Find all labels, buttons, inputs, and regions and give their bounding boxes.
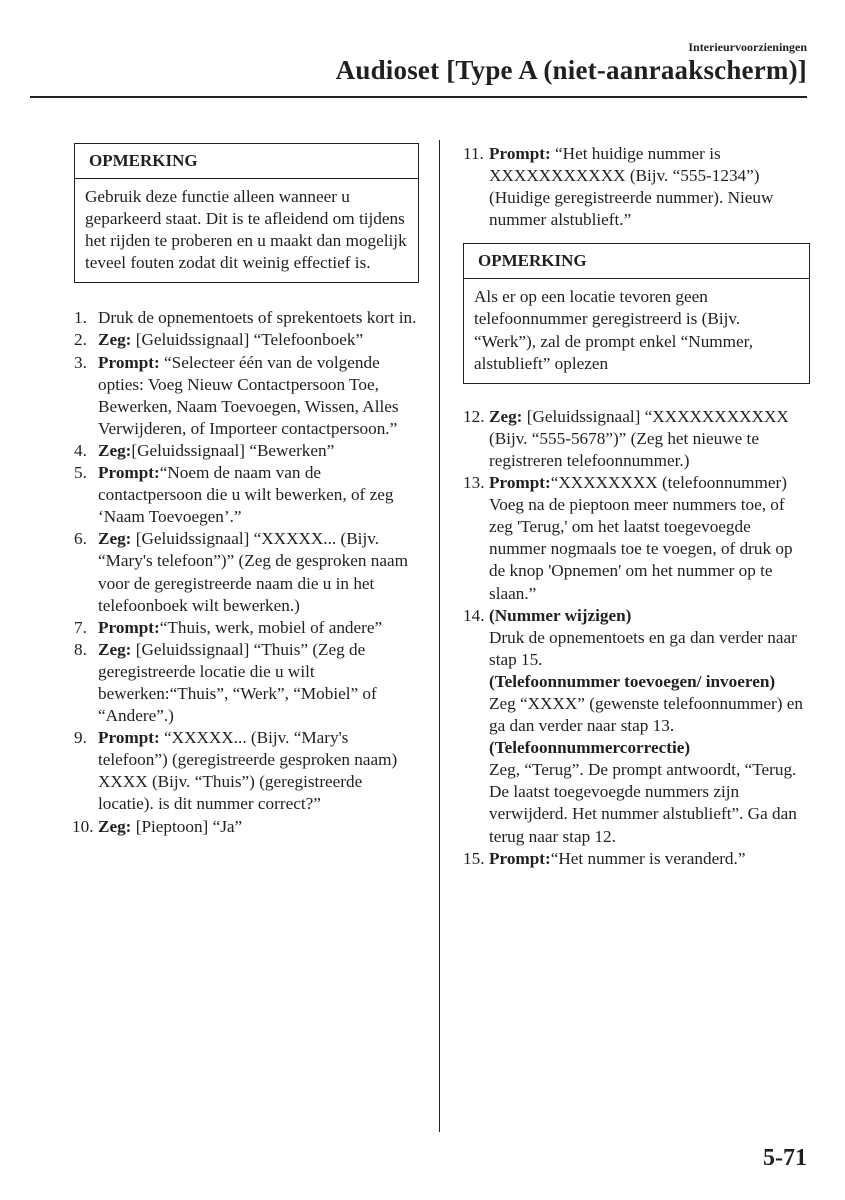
step-number: 11. [463, 144, 484, 163]
step-text: [Geluidssignaal] “Telefoonboek” [131, 330, 364, 350]
note-body: Als er op een locatie tevoren geen telefoonnummer geregistreerd is (Bijv. “Werk”), zal de prompt enkel “Nummer, alstublieft” oplezen [474, 287, 754, 373]
steps-list-right-a [465, 143, 810, 231]
step-number: 7. [74, 617, 87, 637]
step-2 [74, 329, 419, 351]
note-heading: OPMERKING [464, 244, 809, 279]
step-label: Prompt: [98, 728, 160, 748]
substep-text: Zeg, “Terug”. De prompt antwoordt, “Terug. De laatst toegevoegde nummers zijn verwijderd. Het nummer alstublieft”. Ga dan terug naar stap 12. [489, 760, 797, 846]
step-number: 1. [74, 308, 87, 328]
column-divider [439, 140, 440, 1132]
step-number: 3. [74, 352, 87, 372]
steps-list-right-b [465, 406, 810, 870]
step-label: Zeg: [98, 639, 132, 659]
step-text: “Het huidige nummer is XXXXXXXXXXX (Bijv. “555-1234”) (Huidige geregistreerde nummer). Nieuw nummer alstublieft.” [489, 144, 774, 230]
substep-text: Zeg “XXXX” (gewenste telefoonnummer) en ga dan verder naar stap 13. [489, 693, 804, 736]
note-box [74, 143, 419, 283]
step-3 [74, 352, 419, 440]
step-11 [465, 143, 810, 231]
steps-list [74, 307, 419, 837]
page-number: 5-71 [763, 1145, 807, 1171]
step-label: Zeg: [98, 330, 132, 350]
step-1 [74, 307, 419, 329]
step-label: Zeg: [489, 406, 523, 426]
step-text: “Noem de naam van de contactpersoon die u wilt bewerken, of zeg ‘Naam Toevoegen’.” [98, 463, 394, 527]
step-5 [74, 462, 419, 528]
step-4 [74, 440, 419, 462]
step-12 [465, 406, 810, 472]
step-text: “Selecteer één van de volgende opties: Voeg Nieuw Contactpersoon Toe, Bewerken, Naam Toevoegen, Wissen, Alles Verwijderen, of Importeer contactpersoon.” [98, 352, 399, 438]
note-heading: OPMERKING [75, 144, 418, 179]
step-number: 4. [74, 440, 87, 460]
step-text: [Pieptoon] “Ja” [131, 816, 243, 836]
right-column [465, 143, 810, 870]
step-14 [465, 605, 810, 848]
left-column [74, 143, 419, 838]
page-title: Audioset [Type A (niet-aanraakscherm)] [335, 55, 807, 85]
section-label: Interieurvoorzieningen [688, 40, 807, 54]
step-10 [74, 816, 419, 838]
step-number: 12. [463, 406, 485, 426]
step-label: Zeg: [98, 529, 132, 549]
step-number: 5. [74, 463, 87, 483]
note-body: Gebruik deze functie alleen wanneer u geparkeerd staat. Dit is te afleidend om tijdens het rijden te proberen en u maakt dan mogelijk teveel fouten zodat dit weinig effectief is. [85, 187, 407, 273]
step-number: 2. [74, 330, 87, 350]
step-8 [74, 639, 419, 727]
step-6 [74, 528, 419, 616]
step-label: Prompt: [489, 848, 551, 868]
step-text: “XXXXX... (Bijv. “Mary's telefoon”) (geregistreerde gesproken naam) XXXX (Bijv. “Thuis”) (geregistreerde locatie). is dit nummer correct?” [98, 728, 398, 814]
step-text: “Het nummer is veranderd.” [550, 848, 746, 868]
step-text: [Geluidssignaal] “Bewerken” [131, 440, 335, 460]
step-label: Zeg: [98, 816, 132, 836]
step-13 [465, 472, 810, 605]
step-text: [Geluidssignaal] “XXXXX... (Bijv. “Mary's telefoon”)” (Zeg de gesproken naam voor de geregistreerde naam die u in het telefoonboek wilt bewerken.) [98, 529, 408, 615]
substep-heading: (Telefoonnummercorrectie) [489, 738, 691, 758]
step-9 [74, 727, 419, 815]
step-text: [Geluidssignaal] “Thuis” (Zeg de geregistreerde locatie die u wilt bewerken:“Thuis”, “Werk”, “Mobiel” of “Andere”.) [98, 639, 377, 726]
step-text: Druk de opnementoets of sprekentoets kort in. [98, 308, 417, 328]
step-15 [465, 848, 810, 870]
step-number: 8. [74, 639, 87, 659]
step-label: Prompt: [98, 463, 160, 483]
step-label: Prompt: [489, 144, 551, 163]
step-number: 14. [463, 605, 485, 625]
step-number: 10. [72, 816, 94, 836]
step-text: [Geluidssignaal] “XXXXXXXXXXX (Bijv. “555-5678”)” (Zeg het nieuwe te registreren telefoonnummer.) [489, 406, 789, 470]
substep-heading: (Telefoonnummer toevoegen/ invoeren) [489, 671, 776, 691]
step-text: “XXXXXXXX (telefoonnummer) Voeg na de pieptoon meer nummers toe, of zeg 'Terug,' om het laatst toegevoegde nummer nogmaals toe te voegen, of druk op de knop 'Opnemen' om het nummer op te slaan.” [489, 473, 793, 603]
step-number: 9. [74, 728, 87, 748]
header-rule [30, 96, 807, 98]
step-label: Prompt: [98, 617, 160, 637]
note-box [463, 243, 810, 383]
step-text: “Thuis, werk, mobiel of andere” [159, 617, 383, 637]
step-7 [74, 617, 419, 639]
step-number: 6. [74, 529, 87, 549]
substep-text: Druk de opnementoets en ga dan verder naar stap 15. [489, 627, 797, 669]
step-label: Prompt: [489, 473, 551, 493]
substep-heading: (Nummer wijzigen) [489, 605, 632, 625]
step-number: 15. [463, 848, 485, 868]
step-number: 13. [463, 473, 485, 493]
step-label: Zeg: [98, 440, 132, 460]
step-label: Prompt: [98, 352, 160, 372]
